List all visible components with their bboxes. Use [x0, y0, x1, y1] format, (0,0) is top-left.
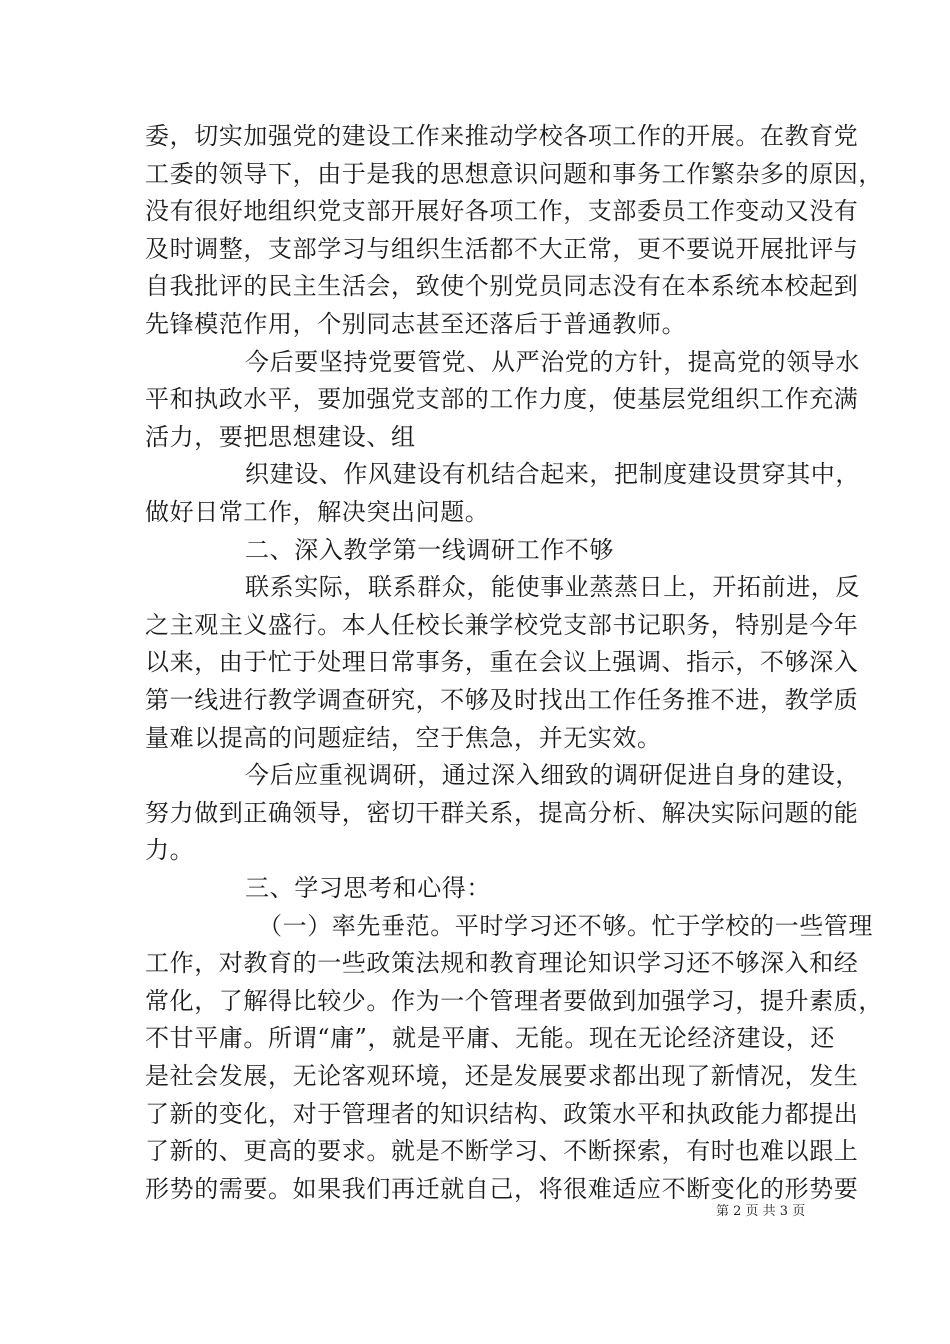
paragraph-line: 平和执政水平，要加强党支部的工作力度，使基层党组织工作充满	[145, 385, 859, 414]
paragraph-line: 联系实际，联系群众，能使事业蒸蒸日上，开拓前进，反	[245, 573, 860, 602]
paragraph-line: 不甘平庸。所谓“庸”，就是平庸、无能。现在无论经济建设，还	[145, 1024, 835, 1053]
paragraph-line: 做好日常工作，解决突出问题。	[145, 498, 490, 526]
paragraph-line: 先锋模范作用，个别同志甚至还落后于普通教师。	[145, 310, 687, 338]
paragraph-line: 是社会发展，无论客观环境，还是发展要求都出现了新情况，发生	[145, 1062, 859, 1090]
paragraph-line: 今后应重视调研，通过深入细致的调研促进自身的建设，	[245, 761, 860, 790]
paragraph-line: 委，切实加强党的建设工作来推动学校各项工作的开展。在教育党	[145, 122, 859, 150]
section-heading: 三、学习思考和心得：	[245, 874, 491, 902]
paragraph-line: 织建设、作风建设有机结合起来，把制度建设贯穿其中，	[245, 460, 860, 489]
paragraph-line: 及时调整，支部学习与组织生活都不大正常，更不要说开展批评与	[145, 234, 859, 263]
paragraph-line: 了新的变化，对于管理者的知识结构、政策水平和执政能力都提出	[145, 1099, 859, 1128]
paragraph-line: 自我批评的民主生活会，致使个别党员同志没有在本系统本校起到	[145, 272, 859, 301]
paragraph-line: 今后要坚持党要管党、从严治党的方针，提高党的领导水	[245, 347, 860, 376]
paragraph-line: 之主观主义盛行。本人任校长兼学校党支部书记职务，特别是今年	[145, 610, 859, 639]
paragraph-line: 形势的需要。如果我们再迁就自己，将很难适应不断变化的形势要	[145, 1174, 859, 1203]
paragraph-line: （一）率先垂范。平时学习还不够。忙于学校的一些管理	[258, 911, 873, 940]
section-heading: 二、深入教学第一线调研工作不够	[245, 535, 614, 564]
paragraph-line: 量难以提高的问题症结，空于焦急，并无实效。	[145, 723, 662, 752]
paragraph-line: 努力做到正确领导，密切干群关系，提高分析、解决实际问题的能	[145, 798, 859, 827]
paragraph-line: 了新的、更高的要求。就是不断学习、不断探索，有时也难以跟上	[145, 1137, 859, 1166]
paragraph-line: 工委的领导下，由于是我的思想意识问题和事务工作繁杂多的原因，	[145, 159, 883, 188]
paragraph-line: 没有很好地组织党支部开展好各项工作，支部委员工作变动又没有	[145, 197, 859, 226]
page-number-footer: 第 2 页 共 3 页	[716, 1204, 806, 1219]
paragraph-line: 常化，了解得比较少。作为一个管理者要做到加强学习，提升素质，	[145, 986, 883, 1015]
paragraph-line: 第一线进行教学调查研究，不够及时找出工作任务推不进，教学质	[145, 686, 859, 714]
paragraph-line: 以来，由于忙于处理日常事务，重在会议上强调、指示，不够深入	[145, 648, 859, 677]
paragraph-line: 工作，对教育的一些政策法规和教育理论知识学习还不够深入和经	[145, 949, 859, 978]
paragraph-line: 活力，要把思想建设、组	[145, 422, 416, 451]
paragraph-line: 力。	[145, 836, 195, 865]
